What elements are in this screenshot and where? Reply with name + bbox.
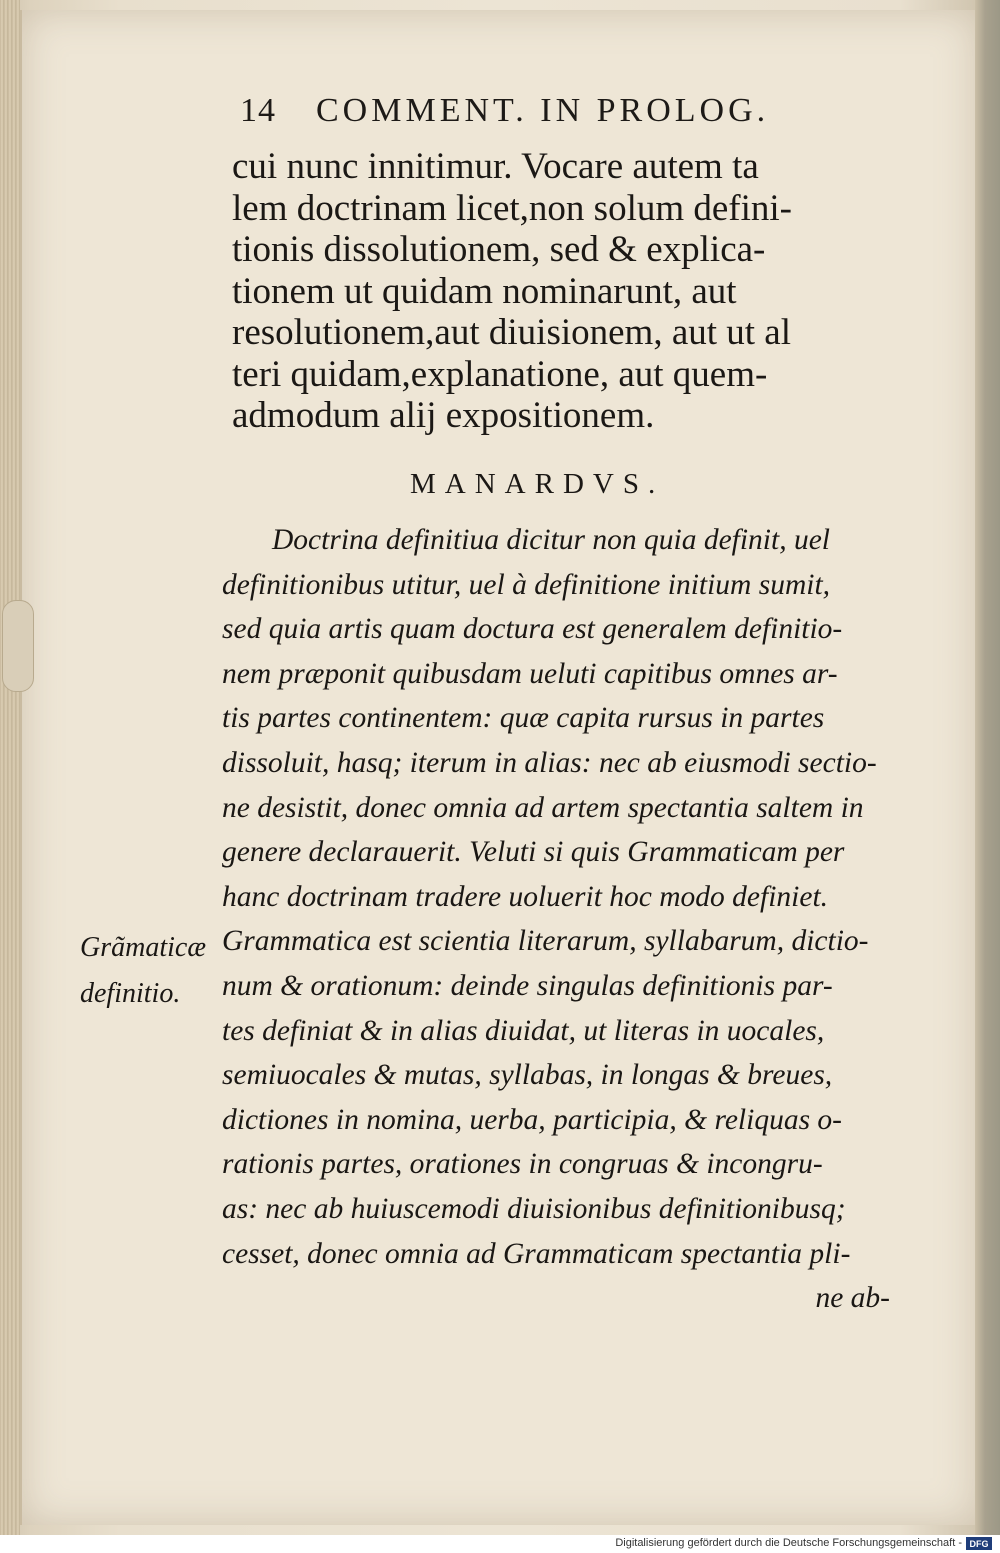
text-line: admodum alij expositionem. — [232, 395, 655, 436]
book-left-edge — [0, 0, 20, 1535]
digitization-footer — [0, 1535, 1000, 1553]
text-line: lem doctrinam licet,non solum defini- — [232, 187, 793, 229]
running-header — [240, 92, 880, 130]
text-line: resolutionem,aut diuisionem, aut ut al — [232, 312, 792, 353]
text-line: num & orationum: deinde singulas definitionis par- — [222, 969, 833, 1002]
text-line: tionis dissolutionem, sed & explica- — [232, 229, 766, 270]
text-line: tes definiat & in alias diuidat, ut literas in uocales, — [222, 1014, 825, 1047]
margin-note — [80, 925, 230, 1017]
book-right-edge — [975, 0, 1000, 1535]
binding-clasp — [2, 600, 34, 692]
funding-credit: Digitalisierung gefördert durch die Deutsche Forschungsgemeinschaft - — [615, 1537, 962, 1549]
section-heading: MANARDVS. — [410, 468, 665, 500]
text-line: teri quidam,explanatione, aut quem- — [232, 353, 768, 395]
text-line: sed quia artis quam doctura est generalem definitio- — [222, 613, 843, 646]
text-line: Grammatica est scientia literarum, syllabarum, dictio- — [222, 925, 869, 958]
text-line: cui nunc innitimur. Vocare autem ta — [232, 146, 759, 187]
text-line: tis partes continentem: quæ capita rursus in partes — [222, 702, 825, 735]
text-line: genere declarauerit. Veluti si quis Grammaticam per — [222, 836, 845, 869]
text-line: Doctrina definitiua dicitur non quia definit, uel — [272, 524, 830, 556]
text-line: semiuocales & mutas, syllabas, in longas & breues, — [222, 1059, 833, 1092]
text-line: cesset, donec omnia ad Grammaticam spectantia pli- — [222, 1237, 851, 1270]
dfg-logo: DFG — [966, 1537, 992, 1550]
text-line: nem præponit quibusdam ueluti capitibus omnes ar- — [222, 657, 838, 690]
page-number: 14 — [240, 92, 276, 129]
margin-note-line: definitio. — [80, 978, 181, 1009]
text-line: tionem ut quidam nominarunt, aut — [232, 270, 737, 312]
text-line: rationis partes, orationes in congruas & incongru- — [222, 1148, 823, 1181]
catchword: ne ab- — [815, 1282, 890, 1315]
margin-note-line: Grãmaticæ — [80, 932, 206, 963]
text-line: hanc doctrinam tradere uoluerit hoc modo definiet. — [222, 880, 829, 913]
italic-commentary-block — [222, 518, 902, 1321]
text-line: dictiones in nomina, uerba, participia, & reliquas o- — [222, 1103, 843, 1136]
text-line: dissoluit, hasq; iterum in alias: nec ab eiusmodi sectio- — [222, 746, 877, 779]
roman-text-block — [232, 146, 902, 437]
text-line: definitionibus utitur, uel à definitione initium sumit, — [222, 568, 831, 601]
running-title: COMMENT. IN PROLOG. — [316, 92, 770, 129]
text-line: as: nec ab huiuscemodi diuisionibus definitionibusq; — [222, 1192, 846, 1225]
text-line: ne desistit, donec omnia ad artem spectantia saltem in — [222, 791, 864, 824]
